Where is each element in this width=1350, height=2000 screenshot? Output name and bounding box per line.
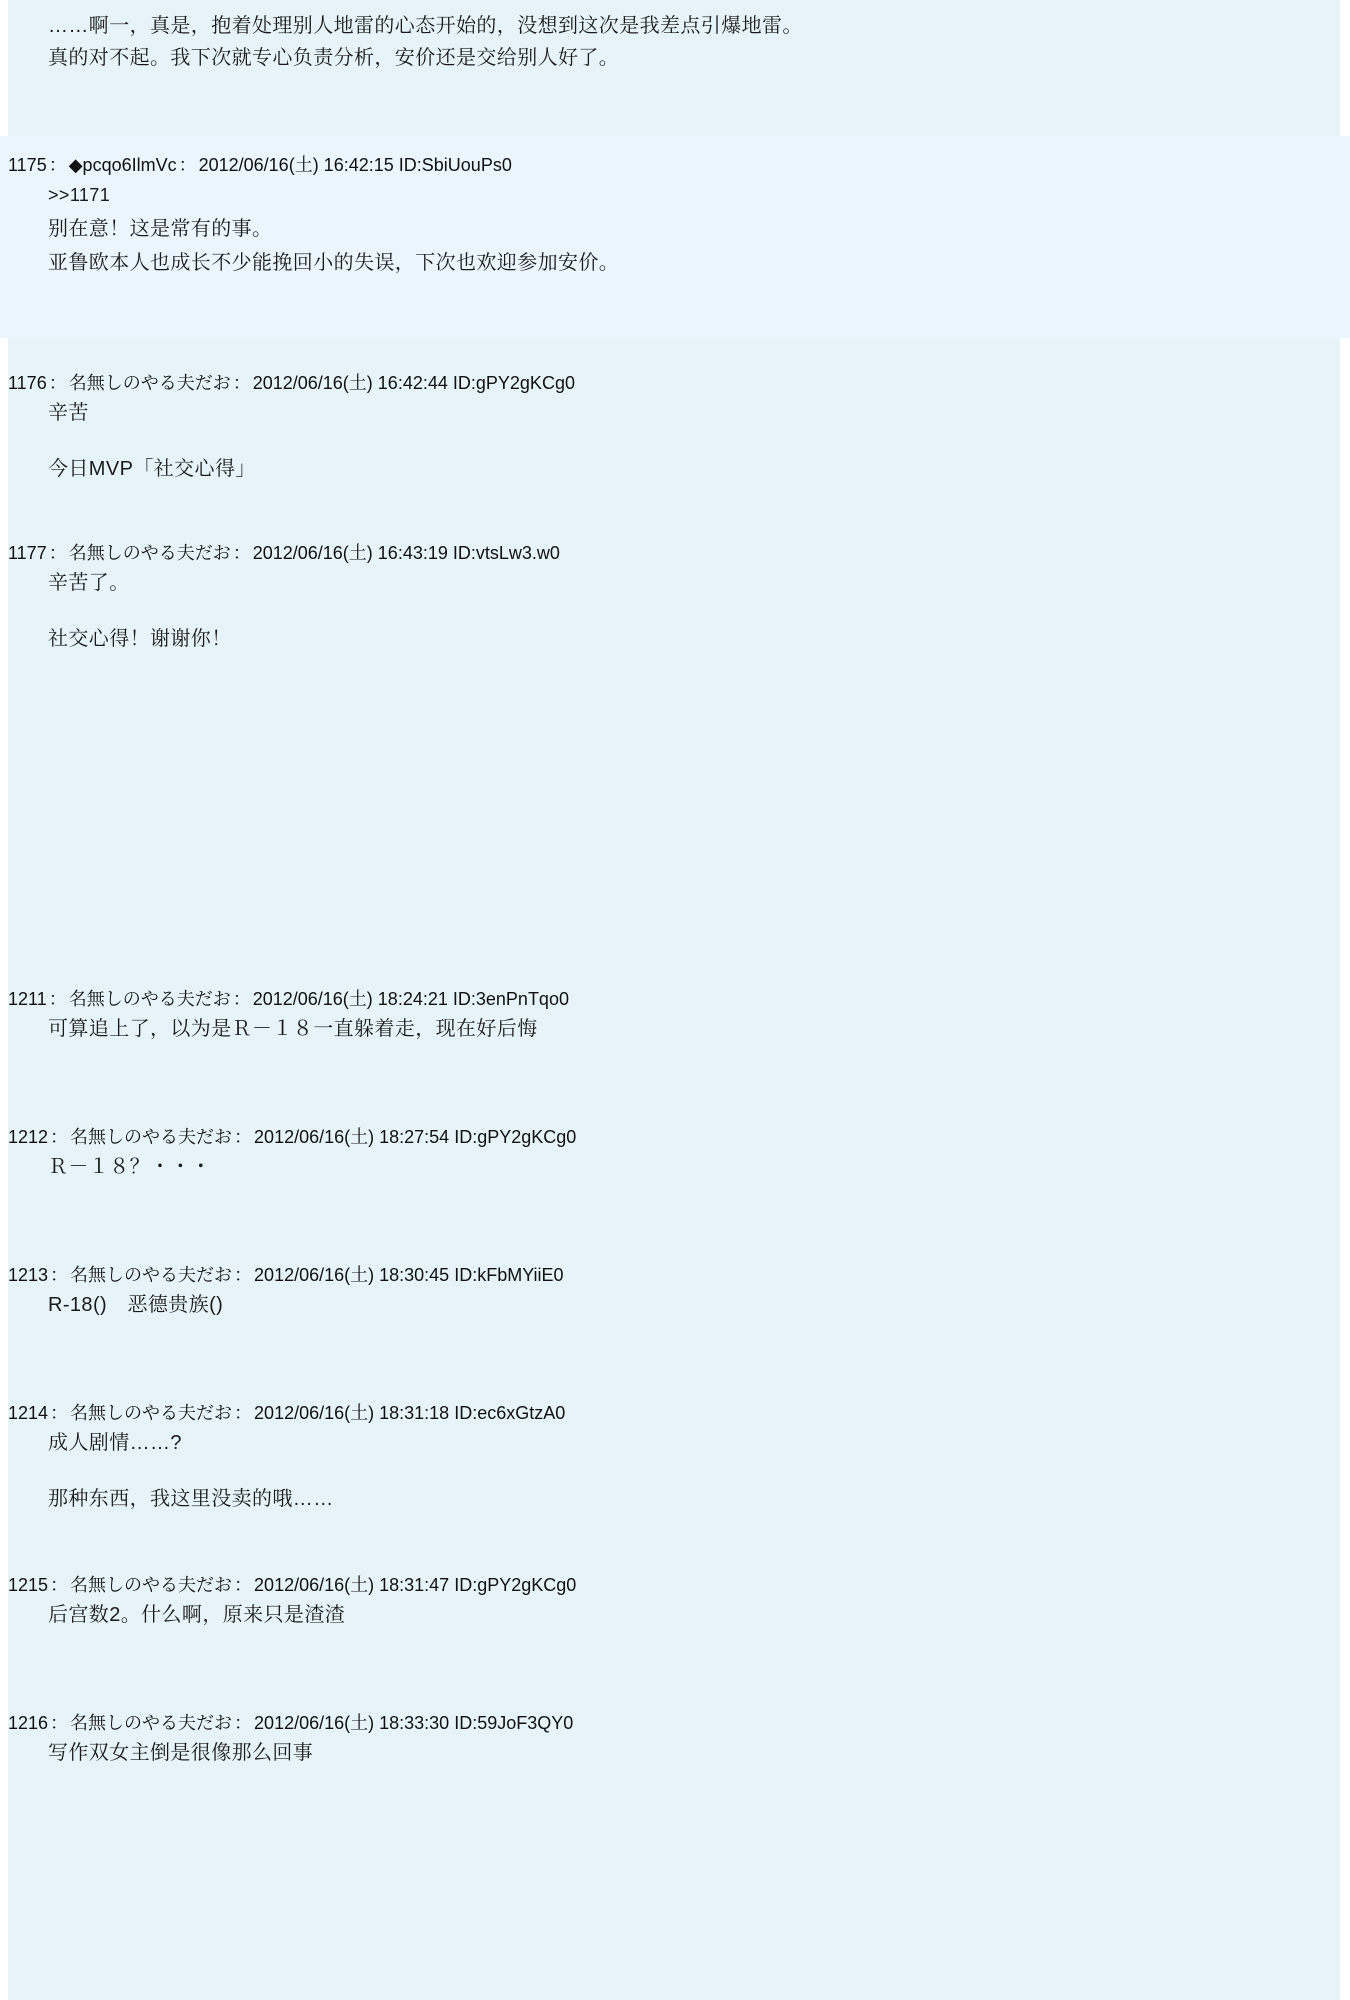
blank-line — [48, 1460, 1350, 1482]
post-body-line: R-18() 恶德贵族() — [48, 1294, 224, 1316]
post-fragment-top — [0, 0, 1350, 74]
post-number: 1177 — [8, 543, 47, 563]
post-body — [0, 1012, 1350, 1046]
spacer — [0, 1322, 1350, 1384]
post-body — [0, 1736, 1350, 1770]
post-header — [0, 986, 1350, 1012]
post-1216 — [0, 1694, 1350, 1788]
post-body-line: 那种东西，我这里没卖的哦…… — [48, 1488, 334, 1510]
post-body-line: 辛苦 — [48, 402, 89, 424]
post-author: 名無しのやる夫だお — [70, 1403, 233, 1423]
post-body-line: 后宫数2。什么啊，原来只是渣渣 — [48, 1604, 346, 1626]
header-separator: ： — [50, 1403, 69, 1423]
post-date: 2012/06/16(土) 16:43:19 — [252, 543, 448, 563]
post-date: 2012/06/16(土) 18:33:30 — [254, 1713, 450, 1733]
post-date: 2012/06/16(土) 18:30:45 — [254, 1265, 450, 1285]
header-separator: ： — [234, 1265, 253, 1285]
header-separator: ： — [48, 543, 67, 563]
post-1175 — [0, 136, 1350, 338]
post-body-line: Ｒ－１８？・・・ — [48, 1156, 212, 1178]
spacer-large — [0, 656, 1350, 986]
post-header — [0, 1124, 1350, 1150]
post-body-line: 别在意！这是常有的事。 — [48, 218, 273, 240]
header-separator: ： — [232, 373, 251, 393]
post-body — [0, 396, 1350, 486]
post-date: 2012/06/16(土) 16:42:15 — [198, 155, 394, 175]
post-id: ID:gPY2gKCg0 — [452, 373, 575, 393]
spacer — [0, 74, 1350, 136]
post-id: ID:gPY2gKCg0 — [454, 1127, 577, 1147]
post-id: ID:kFbMYiiE0 — [454, 1265, 564, 1285]
post-date: 2012/06/16(土) 16:42:44 — [252, 373, 448, 393]
post-id: ID:vtsLw3.w0 — [452, 543, 560, 563]
header-separator: ： — [50, 1713, 69, 1733]
post-body-line: 可算追上了，以为是Ｒ－１８一直躲着走，现在好后悔 — [48, 1018, 538, 1040]
post-body — [0, 1288, 1350, 1322]
post-1176 — [0, 356, 1350, 486]
post-body-line: 真的对不起。我下次就专心负责分析，安价还是交给别人好了。 — [48, 47, 620, 69]
post-body-line: 成人剧情……? — [48, 1432, 182, 1454]
post-number: 1216 — [8, 1713, 49, 1733]
post-number: 1176 — [8, 373, 47, 393]
post-author: 名無しのやる夫だお — [68, 373, 231, 393]
spacer — [0, 486, 1350, 526]
post-body-line: 辛苦了。 — [48, 572, 130, 594]
header-separator: ： — [48, 155, 67, 175]
reply-anchor[interactable]: >>1171 — [48, 185, 111, 205]
header-separator: ： — [178, 155, 197, 175]
post-date: 2012/06/16(土) 18:31:47 — [254, 1575, 450, 1595]
post-body-line: ……啊一，真是，抱着处理别人地雷的心态开始的，没想到这次是我差点引爆地雷。 — [48, 15, 803, 37]
blank-line — [48, 600, 1350, 622]
header-separator: ： — [50, 1575, 69, 1595]
post-header — [0, 1710, 1350, 1736]
post-header — [0, 1400, 1350, 1426]
post-1214 — [0, 1384, 1350, 1516]
header-separator: ： — [50, 1127, 69, 1147]
post-number: 1215 — [8, 1575, 49, 1595]
post-number: 1175 — [8, 155, 47, 175]
header-separator: ： — [234, 1403, 253, 1423]
post-id: ID:SbiUouPs0 — [398, 155, 512, 175]
post-author: 名無しのやる夫だお — [68, 989, 231, 1009]
blank-line — [48, 430, 1350, 452]
post-body-line: 写作双女主倒是很像那么回事 — [48, 1742, 314, 1764]
post-header — [0, 152, 1350, 178]
header-separator: ： — [232, 543, 251, 563]
post-number: 1212 — [8, 1127, 49, 1147]
post-author: 名無しのやる夫だお — [68, 543, 231, 563]
header-separator: ： — [234, 1127, 253, 1147]
post-id: ID:3enPnTqo0 — [452, 989, 569, 1009]
post-id: ID:ec6xGtzA0 — [454, 1403, 566, 1423]
post-id: ID:59JoF3QY0 — [454, 1713, 574, 1733]
post-number: 1214 — [8, 1403, 49, 1423]
post-header — [0, 1262, 1350, 1288]
post-author: 名無しのやる夫だお — [70, 1575, 233, 1595]
header-separator: ： — [234, 1713, 253, 1733]
post-author: 名無しのやる夫だお — [70, 1713, 233, 1733]
post-body — [0, 1150, 1350, 1184]
post-1213 — [0, 1246, 1350, 1322]
post-body-line: 今日MVP「社交心得」 — [48, 458, 256, 480]
post-date: 2012/06/16(土) 18:31:18 — [254, 1403, 450, 1423]
post-header — [0, 1572, 1350, 1598]
post-date: 2012/06/16(土) 18:24:21 — [252, 989, 448, 1009]
post-body — [0, 1598, 1350, 1632]
post-body — [0, 1426, 1350, 1516]
post-body — [0, 178, 1350, 280]
header-separator: ： — [232, 989, 251, 1009]
spacer — [0, 338, 1350, 356]
header-separator: ： — [48, 373, 67, 393]
post-number: 1211 — [8, 989, 47, 1009]
post-1212 — [0, 1108, 1350, 1184]
post-body-line: 社交心得！谢谢你！ — [48, 628, 232, 650]
spacer — [0, 1516, 1350, 1556]
post-author: 名無しのやる夫だお — [70, 1127, 233, 1147]
post-header — [0, 540, 1350, 566]
post-author: 名無しのやる夫だお — [70, 1265, 233, 1285]
post-author: ◆pcqo6IlmVc — [68, 155, 177, 175]
post-1215 — [0, 1556, 1350, 1632]
header-separator: ： — [48, 989, 67, 1009]
post-body-line: 亚鲁欧本人也成长不少能挽回小的失误，下次也欢迎参加安价。 — [48, 252, 620, 274]
spacer — [0, 1046, 1350, 1108]
spacer — [0, 1184, 1350, 1246]
post-number: 1213 — [8, 1265, 49, 1285]
post-date: 2012/06/16(土) 18:27:54 — [254, 1127, 450, 1147]
post-body — [0, 566, 1350, 656]
post-id: ID:gPY2gKCg0 — [454, 1575, 577, 1595]
header-separator: ： — [234, 1575, 253, 1595]
post-1211 — [0, 986, 1350, 1046]
post-1177 — [0, 526, 1350, 656]
post-header — [0, 370, 1350, 396]
header-separator: ： — [50, 1265, 69, 1285]
spacer — [0, 1632, 1350, 1694]
